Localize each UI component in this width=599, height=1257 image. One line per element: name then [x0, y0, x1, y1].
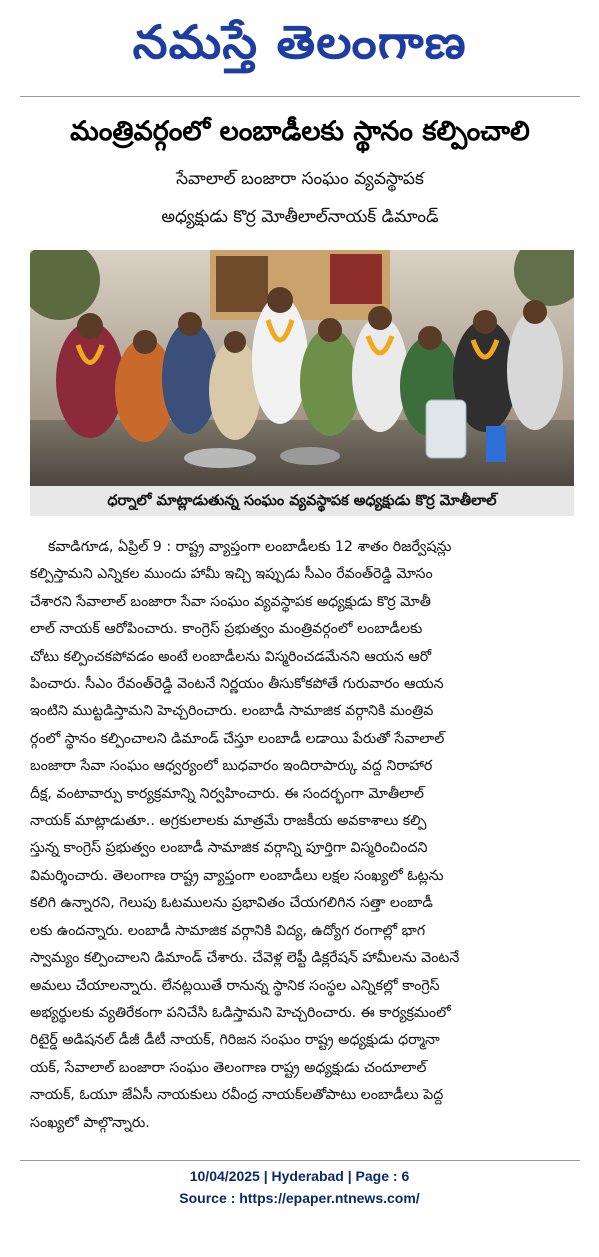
article-body-line: ఇంటిని ముట్టడిస్తామని హెచ్చరించారు. లంబాడీ సామాజిక వర్గానికి మంత్రివ: [30, 703, 434, 720]
footer-source: Source : https://epaper.ntnews.com/: [179, 1190, 420, 1206]
bottom-rule: [20, 1160, 580, 1161]
article-body-line: ర్గంలో స్థానం కల్పించాలని డిమాండ్ చేస్తూ లంబాడీ లడాయి పేరుతో సేవాలాల్: [30, 730, 445, 747]
article-body-line: సంఖ్యలో పాల్గొన్నారు.: [30, 1114, 150, 1131]
article-body-line: స్తున్న కాంగ్రెస్ ప్రభుత్వం లంబాడీ సామాజిక వర్గాన్ని పూర్తిగా విస్మరించిందని: [30, 840, 428, 857]
article-clipping: [20, 100, 580, 1160]
top-rule: [20, 96, 580, 97]
article-body-line: దీక్ష, వంటావార్పు కార్యక్రమాన్ని నిర్వహించారు. ఈ సందర్భంగా మోతీలాల్: [30, 785, 424, 802]
newspaper-masthead: [0, 6, 599, 78]
article-body-line: చేశారని సేవాలాల్ బంజారా సేవా సంఘం వ్యవస్థాపక అధ్యక్షుడు కొర్ర మోతీ: [30, 593, 431, 610]
article-body-line: లకు ఉందన్నారు. లంబాడీ సామాజిక వర్గానికి విద్య, ఉద్యోగ రంగాల్లో భాగ: [30, 922, 426, 939]
article-body-line: నాయక్ మాట్లాడుతూ.. అగ్రకులాలకు మాత్రమే రాజకీయ అవకాశాలు కల్పి: [30, 813, 427, 830]
article-body-line: లాల్ నాయక్ ఆరోపించారు. కాంగ్రెస్ ప్రభుత్వం మంత్రివర్గంలో లంబాడీలకు: [30, 621, 423, 638]
masthead-title: నమస్తే తెలంగాణ: [132, 15, 467, 69]
article-body-line: విమర్శించారు. తెలంగాణ రాష్ట్ర వ్యాప్తంగా లంబాడీలు లక్షల సంఖ్యలో ఓట్లను: [30, 867, 444, 884]
article-subheadline-line1: సేవాలాల్ బంజారా సంఘం వ్యవస్థాపక: [176, 169, 424, 189]
photo-caption: ధర్నాలో మాట్లాడుతున్న సంఘం వ్యవస్థాపక అధ్యక్షుడు కొర్ర మోతీలాల్: [30, 486, 574, 516]
article-body-line: స్వామ్యం కల్పించాలని డిమాండ్ చేశారు. చేవెళ్ల లెప్టీ డిక్లరేషన్ హామీలను వెంటనే: [30, 950, 460, 967]
article-body-line: చోటు కల్పించకపోవడం అంటే లంబాడీలను విస్మరించడమేనని ఆయన ఆరో: [30, 648, 432, 665]
article-body-line: రిటైర్డ్ అడిషనల్ డీజీ డీటీ నాయక్, గిరిజన సంఘం రాష్ట్ర అధ్యక్షుడు ధర్మానా: [30, 1032, 440, 1049]
footer-dateline: 10/04/2025 | Hyderabad | Page : 6: [189, 1168, 410, 1184]
article-body-line: కవాడిగూడ, ఏప్రిల్ 9 : రాష్ట్ర వ్యాప్తంగా లంబాడీలకు 12 శాతం రిజర్వేషన్లు: [48, 539, 452, 555]
article-body-line: పించారు. సీఎం రేవంత్‌రెడ్డి వెంటనే నిర్ణయం తీసుకోకపోతే గురువారం ఆయన: [30, 676, 444, 693]
article-body-line: నాయక్, ఓయూ జేఏసీ నాయకులు రవీంద్ర నాయక్‌లతోపాటు లంబాడీలు పెద్ద: [30, 1087, 444, 1104]
article-body-line: అభ్యర్థులకు వ్యతిరేకంగా పనిచేసి ఓడిస్తామని హెచ్చరించారు. ఈ కార్యక్రమంలో: [30, 1004, 451, 1021]
article-body-line: బంజారా సేవా సంఘం ఆధ్వర్యంలో బుధవారం ఇందిరాపార్కు వద్ద నిరాహార: [30, 758, 433, 775]
article-body-line: కల్పిస్తామని ఎన్నికల ముందు హామీ ఇచ్చి ఇప్పుడు సీఎం రేవంత్‌రెడ్డి మోసం: [30, 566, 433, 583]
article-body-line: అమలు చేయాలన్నారు. లేనట్లయితే రానున్న స్థానిక సంస్థల ఎన్నికల్లో కాంగ్రెస్: [30, 977, 440, 994]
article-body-line: యక్, సేవాలాల్ బంజారా సంఘం తెలంగాణ రాష్ట్ర అధ్యక్షుడు చందూలాల్: [30, 1059, 427, 1076]
article-subheadline-line2: అధ్యక్షుడు కొర్ర మోతీలాల్‌నాయక్ డిమాండ్: [161, 207, 439, 227]
article-body: [30, 534, 574, 1137]
article-body-line: కలిగి ఉన్నారని, గెలుపు ఓటములను ప్రభావితం చేయగలిగిన సత్తా లంబాడీ: [30, 895, 433, 912]
article-headline: మంత్రివర్గంలో లంబాడీలకు స్థానం కల్పించాలి: [70, 116, 530, 147]
article-photo: [30, 250, 574, 486]
